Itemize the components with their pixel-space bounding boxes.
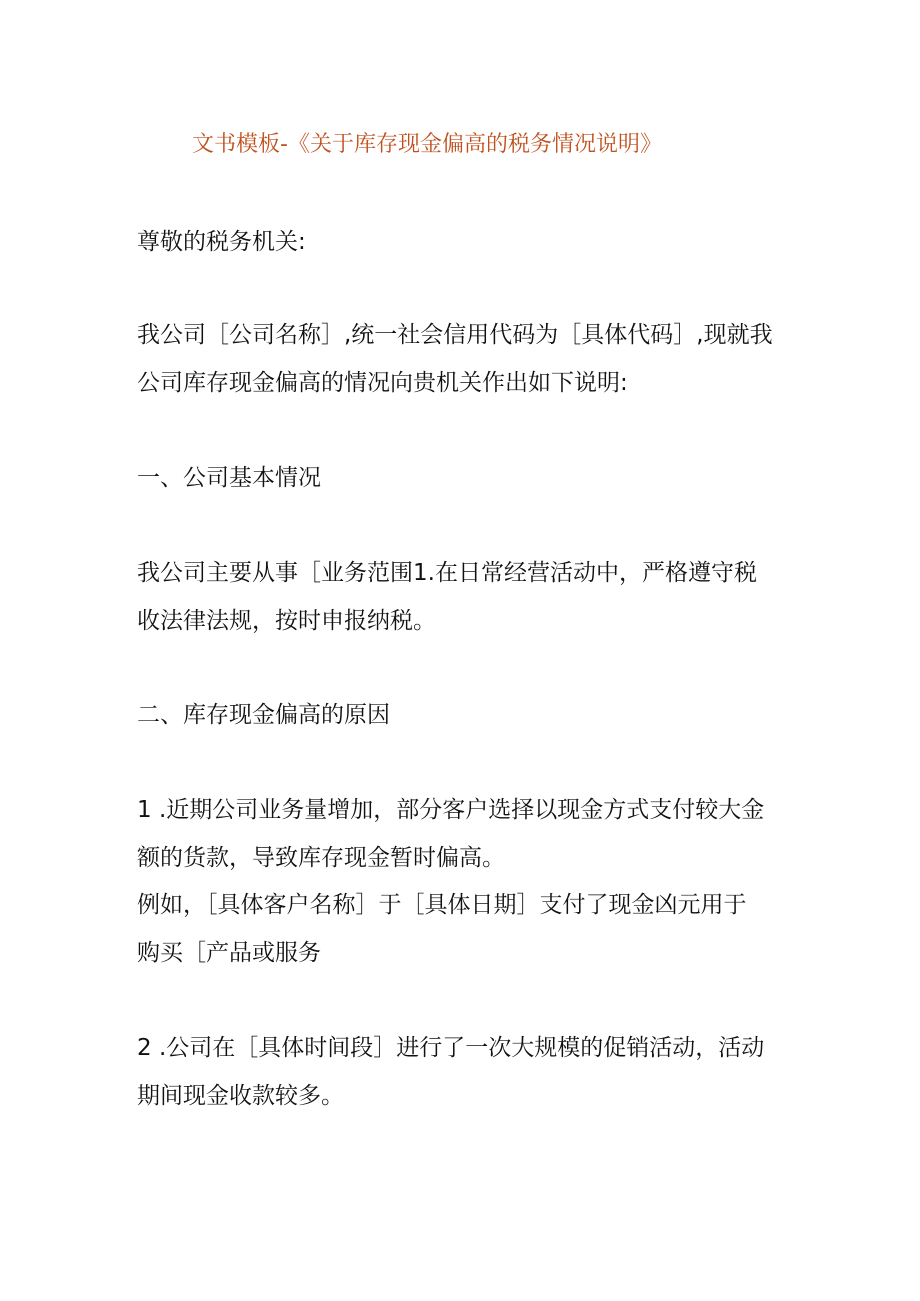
reason-2-line-2: 期间现金收款较多。 bbox=[137, 1083, 344, 1109]
intro-paragraph-line-2: 公司库存现金偏高的情况向贵机关作出如下说明: bbox=[137, 370, 628, 396]
section-1-paragraph-line-1: 我公司主要从事［业务范围1.在日常经营活动中，严格遵守税 bbox=[137, 560, 757, 586]
reason-1-line-2: 额的货款，导致库存现金暂时偏高。 bbox=[137, 845, 505, 871]
reason-1-line-3: 例如，［具体客户名称］于［具体日期］支付了现金凶元用于 bbox=[137, 892, 747, 918]
reason-1-line-4: 购买［产品或服务 bbox=[137, 940, 321, 966]
salutation: 尊敬的税务机关: bbox=[137, 229, 306, 255]
section-1-heading: 一、公司基本情况 bbox=[137, 465, 321, 491]
document-title: 文书模板-《关于库存现金偏高的税务情况说明》 bbox=[192, 132, 662, 157]
section-1-paragraph-line-2: 收法律法规，按时申报纳税。 bbox=[137, 608, 436, 634]
intro-paragraph-line-1: 我公司［公司名称］,统一社会信用代码为［具体代码］,现就我 bbox=[137, 322, 773, 348]
section-2-heading: 二、库存现金偏高的原因 bbox=[137, 702, 390, 728]
reason-1-line-1: 1 .近期公司业务量增加，部分客户选择以现金方式支付较大金 bbox=[137, 797, 765, 823]
reason-2-line-1: 2 .公司在［具体时间段］进行了一次大规模的促销活动，活动 bbox=[137, 1035, 765, 1061]
